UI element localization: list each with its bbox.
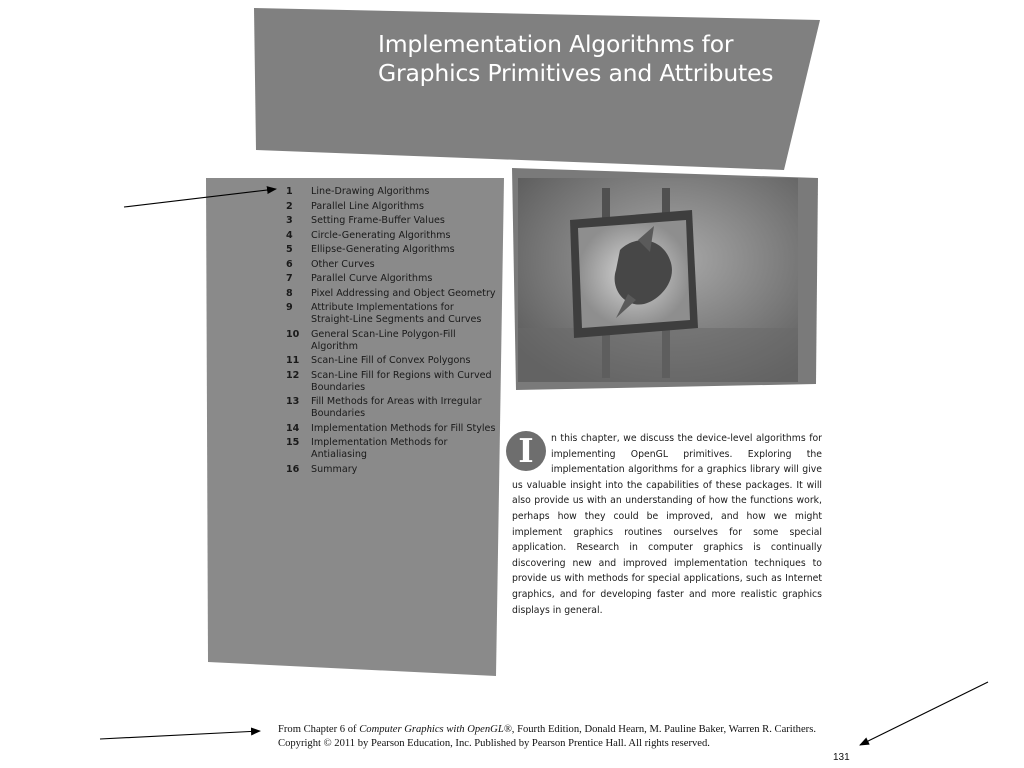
toc-item-label: General Scan-Line Polygon-Fill Algorithm [311, 328, 456, 352]
toc-item-label: Fill Methods for Areas with Irregular Boundaries [311, 396, 482, 419]
toc-item-label: Other Curves [311, 258, 375, 270]
toc-item-label: Implementation Methods for Antialiasing [311, 437, 448, 460]
toc-item-label: Parallel Curve Algorithms [311, 273, 433, 284]
toc-item-number: 9 [286, 302, 293, 313]
toc-item-label: Ellipse-Generating Algorithms [311, 244, 455, 255]
toc-item-number: 2 [286, 200, 293, 212]
toc-item-number: 1 [286, 186, 293, 197]
toc-item-label: Parallel Line Algorithms [311, 200, 425, 212]
toc-item-number: 15 [286, 437, 300, 448]
toc-item-label: Attribute Implementations for Straight-Line Segments and Curves [311, 302, 482, 325]
source-citation: From Chapter 6 of Computer Graphics with OpenGL®, Fourth Edition, Donald Hearn, M. Pauline Baker, Warren R. Carithers. [278, 724, 816, 735]
arrow-to-toc-item-1 [124, 189, 276, 207]
toc-item-label: Pixel Addressing and Object Geometry [311, 287, 496, 299]
toc-item-label: Line-Drawing Algorithms [311, 186, 430, 197]
arrow-to-page-number [860, 682, 988, 745]
toc-item-number: 13 [286, 396, 300, 407]
toc-item-number: 10 [286, 328, 300, 340]
toc-item-number: 3 [286, 215, 293, 226]
toc-item-label: Circle-Generating Algorithms [311, 229, 451, 241]
chapter-title-line-2: Graphics Primitives and Attributes [378, 59, 774, 87]
toc-item-number: 11 [286, 355, 300, 366]
toc-item-number: 14 [286, 422, 300, 434]
page-number: 131 [833, 752, 850, 763]
arrow-to-source-note [100, 731, 260, 739]
toc-item-label: Scan-Line Fill for Regions with Curved Boundaries [311, 369, 492, 393]
toc-item-number: 16 [286, 463, 300, 475]
toc-item-label: Summary [311, 463, 358, 475]
copyright-line: Copyright © 2011 by Pearson Education, Inc. Published by Pearson Prentice Hall. All rights reserved. [278, 737, 710, 749]
introduction-text: n this chapter, we discuss the device-level algorithms for implementing OpenGL primitives. Exploring the implementation algorithms for a graphics library will give us valuable insight into the capabilities of these packages. It will also provide us with an understanding of how the functions work, perhaps how they could be improved, and how we might implement graphics routines ourselves for some special application. Research in computer graphics is continually discovering new and improved implementation techniques to provide us with methods for special applications, such as Internet graphics, and for developing faster and more realistic graphics displays in general. [512, 433, 822, 616]
toc-item-label: Implementation Methods for Fill Styles [311, 422, 496, 434]
toc-item-label: Setting Frame-Buffer Values [311, 215, 445, 226]
drop-cap: I [506, 431, 546, 471]
toc-item-number: 12 [286, 369, 300, 381]
toc-item-number: 7 [286, 273, 293, 284]
toc-item-number: 6 [286, 258, 293, 270]
book-title: Computer Graphics with OpenGL® [359, 724, 512, 735]
toc-item-number: 5 [286, 244, 293, 255]
toc-item-number: 4 [286, 229, 293, 241]
toc-item-label: Scan-Line Fill of Convex Polygons [311, 355, 471, 366]
chapter-title-line-1: Implementation Algorithms for [378, 30, 734, 58]
toc-item-number: 8 [286, 287, 293, 299]
